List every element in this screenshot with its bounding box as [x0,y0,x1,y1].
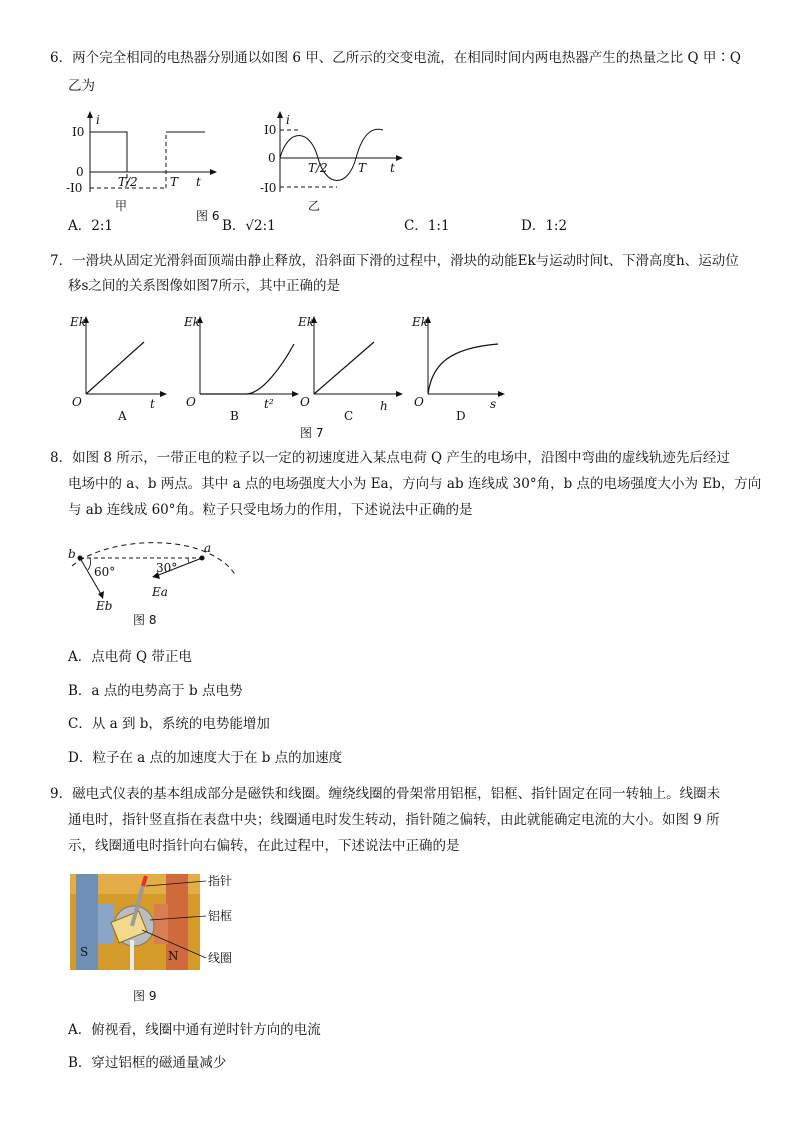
q7b-xlabel: t² [264,397,274,411]
q8-option-a: A．点电荷 Q 带正电 [68,649,192,665]
q7-stem-line2: 移s之间的关系图像如图7所示，其中正确的是 [68,278,341,294]
q6a-xlabel: t [196,175,201,189]
q6b-half-t: T/2 [308,161,328,175]
q6a-name: 甲 [115,199,128,213]
q7b-ylabel: Ek [184,315,201,329]
q6-graph-yi [258,112,418,212]
q9-label-coil: 线圈 [208,951,233,965]
q7c-origin: O [300,395,310,409]
q6b-name: 乙 [308,199,321,213]
q7c-xlabel: h [380,399,388,413]
q7-graph-b [182,314,302,422]
q7-graph-c [296,314,406,422]
q7a-ylabel: Ek [70,315,87,329]
q9-figure-caption: 图 9 [133,989,157,1003]
q6a-half-t: T/2 [118,175,138,189]
q6b-i0: I0 [264,123,277,137]
q9-stem-line1: 9．磁电式仪表的基本组成部分是磁铁和线圈。缠绕线圈的骨架常用铝框，铝框、指针固定在同一转轴上。线圈未 [50,786,721,802]
q7a-xlabel: t [150,397,155,411]
q8-label-b: b [68,547,76,561]
q9-option-b: B．穿过铝框的磁通量减少 [68,1055,227,1071]
q6-option-b: B．√2:1 [222,218,276,234]
q7-graph-a [68,314,168,422]
q7c-ylabel: Ek [298,315,315,329]
q6-option-a: A．2:1 [68,218,113,234]
q8-figure-caption: 图 8 [133,613,157,627]
q6a-i0: I0 [72,125,85,139]
q8-diagram [60,536,250,616]
q7d-name: D [456,409,466,423]
q6-graph-jia [62,112,222,212]
q7a-name: A [118,409,127,423]
q7b-name: B [230,409,239,423]
q6a-t: T [170,175,179,189]
q7b-curve [200,344,294,394]
q6-stem-line2: 乙为 [68,78,95,94]
q6a-ylabel: i [96,113,100,127]
q9-label-n: N [168,949,179,963]
q7-stem-line1: 7．一滑块从固定光滑斜面顶端由静止释放，沿斜面下滑的过程中，滑块的动能Ek与运动时间t、下滑高度h、运动位 [50,253,739,269]
q6b-neg-i0: -I0 [260,181,277,195]
q7-graph-d [410,314,510,422]
q9-option-a: A．俯视看，线圈中通有逆时针方向的电流 [68,1022,321,1038]
q7c-name: C [344,409,354,423]
q9-stem-line3: 示，线圈通电时指针向右偏转，在此过程中，下述说法中正确的是 [68,838,460,854]
q7d-xlabel: s [490,397,497,411]
q7d-origin: O [414,395,424,409]
q6b-ylabel: i [286,113,290,127]
q6-figure-caption: 图 6 [196,209,220,223]
q6b-sine-curve [280,129,383,180]
q8-angle-30: 30° [156,561,178,575]
q8-option-c: C．从 a 到 b，系统的电势能增加 [68,716,270,732]
q9-label-frame: 铝框 [208,909,233,923]
q7a-curve [86,342,144,394]
q9-label-pointer: 指针 [208,874,233,888]
q9-meter-illustration [70,874,280,974]
q6a-zero: 0 [76,165,84,179]
q6-option-d: D．1:2 [521,218,568,234]
q7a-origin: O [72,395,82,409]
q8-stem-line2: 电场中的 a、b 两点。其中 a 点的电场强度大小为 Ea，方向与 ab 连线成 30°角，b 点的电场强度大小为 Eb，方向 [68,476,762,492]
q7b-origin: O [186,395,196,409]
q9-label-s: S [80,945,89,959]
q6a-neg-i0: -I0 [66,181,83,195]
q6b-xlabel: t [390,161,395,175]
q6-option-c: C．1:1 [404,218,450,234]
q8-label-eb: Eb [96,599,113,613]
q8-label-ea: Ea [152,585,168,599]
q8-option-b: B．a 点的电势高于 b 点电势 [68,683,243,699]
q8-angle-60: 60° [94,565,116,579]
q6-stem-line1: 6．两个完全相同的电热器分别通以如图 6 甲、乙所示的交变电流，在相同时间内两电热器产生的热量之比 Q 甲∶Q [50,50,741,66]
q7d-curve [428,344,498,394]
q8-stem-line1: 8．如图 8 所示，一带正电的粒子以一定的初速度进入某点电荷 Q 产生的电场中，沿图中弯曲的虚线轨迹先后经过 [50,450,730,466]
q7d-ylabel: Ek [412,315,429,329]
q7c-curve [314,342,374,394]
q8-label-a: a [204,541,212,555]
q7-figure-caption: 图 7 [300,426,324,440]
q6b-t: T [358,161,367,175]
q8-option-d: D．粒子在 a 点的加速度大于在 b 点的加速度 [68,750,343,766]
q8-stem-line3: 与 ab 连线成 60°角。粒子只受电场力的作用，下述说法中正确的是 [68,502,473,518]
q6b-zero: 0 [268,151,276,165]
q9-stem-line2: 通电时，指针竖直指在表盘中央；线圈通电时发生转动，指针随之偏转，由此就能确定电流的大小。如图 9 所 [68,812,720,828]
